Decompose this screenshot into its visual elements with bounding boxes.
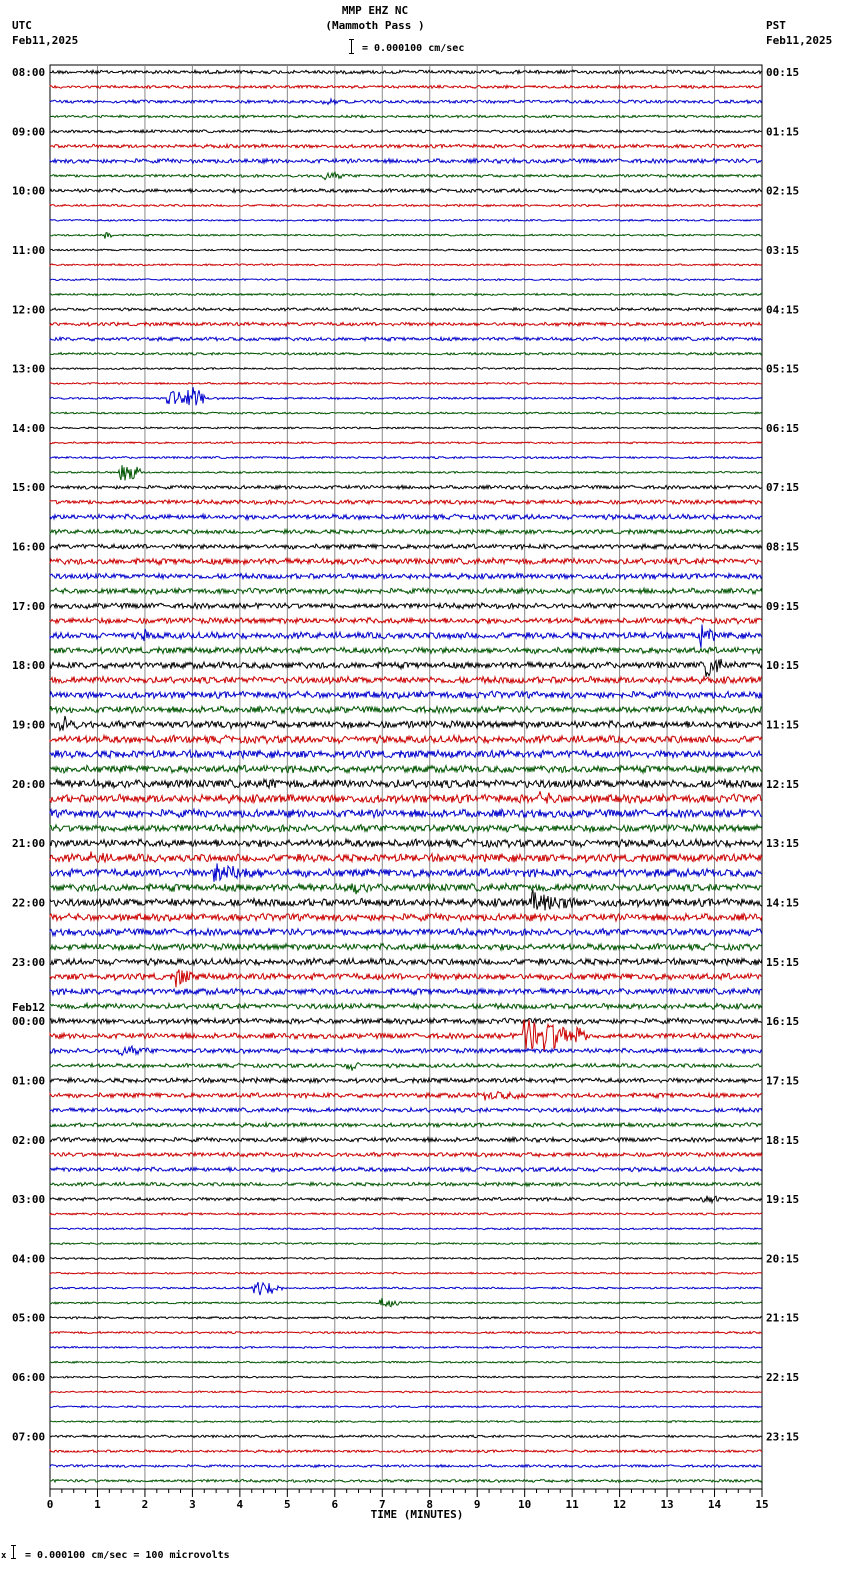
trace-21: [50, 383, 762, 385]
x-tick-label: 6: [331, 1498, 339, 1511]
trace-89: [50, 1391, 762, 1393]
x-tick-label: 2: [141, 1498, 149, 1511]
left-hour-label: 04:00: [12, 1252, 46, 1266]
right-hour-label: 11:15: [766, 718, 800, 732]
right-hour-label: 13:15: [766, 837, 800, 851]
trace-92: [50, 1435, 762, 1438]
trace-73: [50, 1152, 762, 1157]
right-hour-label: 04:15: [766, 303, 800, 317]
trace-83: [50, 1298, 762, 1307]
trace-51: [50, 825, 762, 833]
trace-71: [50, 1123, 762, 1127]
trace-60: [50, 958, 762, 965]
trace-15: [50, 293, 762, 295]
left-date: Feb11,2025: [12, 34, 79, 47]
right-hour-label: 18:15: [766, 1133, 800, 1147]
left-hour-label: 18:00: [12, 659, 46, 673]
trace-69: [50, 1092, 762, 1101]
trace-45: [50, 735, 762, 743]
footer-scale-text: = 0.000100 cm/sec = 100 microvolts: [25, 1550, 230, 1561]
left-hour-label: 16:00: [12, 540, 46, 554]
trace-26: [50, 456, 762, 458]
x-tick-label: 15: [755, 1498, 769, 1511]
x-tick-label: 5: [284, 1498, 291, 1511]
trace-37: [50, 618, 762, 624]
trace-24: [50, 427, 762, 429]
right-hour-label: 17:15: [766, 1074, 800, 1088]
left-hour-label: 17:00: [12, 599, 46, 613]
trace-53: [50, 852, 762, 863]
right-hour-label: 00:15: [766, 66, 800, 79]
trace-72: [50, 1137, 762, 1142]
left-hour-label: 00:00: [12, 1015, 46, 1029]
left-hour-label: 10:00: [12, 184, 46, 198]
trace-47: [50, 765, 762, 773]
trace-34: [50, 573, 762, 579]
x-tick-label: 10: [518, 1498, 532, 1511]
x-tick-label: 9: [473, 1498, 481, 1511]
right-hour-label: 20:15: [766, 1252, 800, 1266]
trace-82: [50, 1282, 762, 1295]
right-hour-label: 16:15: [766, 1015, 800, 1029]
x-tick-label: 12: [612, 1498, 627, 1511]
trace-30: [50, 514, 762, 519]
left-hour-label: 01:00: [12, 1074, 46, 1088]
footer-marker: x: [1, 1551, 7, 1561]
trace-80: [50, 1258, 762, 1260]
left-hour-label: 12:00: [12, 303, 46, 317]
trace-22: [50, 387, 762, 405]
x-tick-label: 3: [189, 1498, 196, 1511]
trace-91: [50, 1421, 762, 1423]
trace-77: [50, 1213, 762, 1215]
left-hour-label: 14:00: [12, 421, 46, 435]
trace-59: [50, 943, 762, 950]
x-tick-label: 4: [236, 1498, 244, 1511]
x-tick-label: 0: [46, 1498, 54, 1511]
right-hour-label: 22:15: [766, 1371, 800, 1385]
left-hour-label: 23:00: [12, 955, 46, 969]
trace-54: [50, 863, 762, 881]
trace-43: [50, 706, 762, 713]
footer-scale-bar-icon: [11, 1545, 17, 1559]
left-hour-label: 05:00: [12, 1311, 46, 1325]
trace-10: [50, 219, 762, 221]
trace-38: [50, 625, 762, 648]
trace-17: [50, 322, 762, 326]
x-tick-label: 14: [707, 1498, 722, 1511]
left-hour-label: 13:00: [12, 362, 46, 376]
trace-52: [50, 839, 762, 847]
right-hour-label: 03:15: [766, 243, 800, 257]
left-hour-label: 19:00: [12, 718, 46, 732]
x-tick-label: 8: [426, 1498, 434, 1511]
trace-62: [50, 988, 762, 995]
trace-42: [50, 691, 762, 698]
trace-31: [50, 530, 762, 535]
left-hour-label: 02:00: [12, 1133, 46, 1147]
trace-11: [50, 233, 762, 239]
right-hour-label: 05:15: [766, 362, 800, 376]
right-hour-label: 07:15: [766, 481, 800, 495]
trace-20: [50, 368, 762, 370]
right-timezone: PST: [766, 19, 786, 32]
right-hour-label: 01:15: [766, 125, 800, 139]
right-hour-label: 14:15: [766, 896, 800, 910]
x-axis-label: TIME (MINUTES): [370, 1508, 464, 1521]
trace-41: [50, 676, 762, 683]
left-timezone: UTC: [12, 19, 32, 32]
trace-13: [50, 264, 762, 266]
trace-40: [50, 659, 762, 677]
trace-3: [50, 115, 762, 118]
right-hour-label: 15:15: [766, 955, 800, 969]
trace-66: [50, 1046, 762, 1055]
trace-4: [50, 130, 762, 133]
trace-56: [50, 891, 762, 911]
left-hour-label: 22:00: [12, 896, 46, 910]
trace-85: [50, 1331, 762, 1333]
trace-78: [50, 1228, 762, 1230]
trace-84: [50, 1317, 762, 1319]
right-hour-label: 09:15: [766, 599, 800, 613]
right-hour-label: 21:15: [766, 1311, 800, 1325]
right-hour-label: 02:15: [766, 184, 800, 198]
x-tick-label: 7: [378, 1498, 386, 1511]
trace-58: [50, 929, 762, 936]
trace-70: [50, 1108, 762, 1113]
left-hour-label: 07:00: [12, 1430, 46, 1444]
trace-35: [50, 588, 762, 594]
trace-74: [50, 1167, 762, 1172]
trace-87: [50, 1361, 762, 1363]
trace-46: [50, 750, 762, 758]
trace-44: [50, 716, 762, 731]
trace-33: [50, 558, 762, 565]
left-hour-label: 15:00: [12, 481, 46, 495]
right-hour-label: 19:15: [766, 1193, 800, 1207]
trace-18: [50, 337, 762, 341]
trace-7: [50, 172, 762, 179]
right-hour-label: 08:15: [766, 540, 800, 554]
trace-6: [50, 159, 762, 164]
trace-23: [50, 412, 762, 414]
right-hour-label: 23:15: [766, 1430, 800, 1444]
right-hour-label: 10:15: [766, 659, 800, 673]
trace-39: [50, 647, 762, 654]
left-date-label: Feb12: [12, 1001, 46, 1015]
trace-0: [50, 70, 762, 74]
trace-36: [50, 603, 762, 609]
trace-25: [50, 442, 762, 444]
left-hour-label: 06:00: [12, 1371, 46, 1385]
right-hour-label: 12:15: [766, 777, 800, 791]
x-tick-label: 1: [94, 1498, 101, 1511]
trace-29: [50, 500, 762, 505]
left-hour-label: 20:00: [12, 777, 46, 791]
trace-9: [50, 204, 762, 206]
trace-50: [50, 809, 762, 817]
trace-61: [50, 970, 762, 988]
trace-48: [50, 779, 762, 788]
trace-68: [50, 1078, 762, 1083]
trace-12: [50, 249, 762, 251]
station-title: MMP EHZ NC: [341, 4, 409, 17]
trace-28: [50, 485, 762, 489]
right-hour-label: 06:15: [766, 421, 800, 435]
trace-8: [50, 189, 762, 193]
trace-63: [50, 1003, 762, 1009]
trace-16: [50, 308, 762, 311]
trace-64: [50, 1018, 762, 1024]
trace-14: [50, 279, 762, 281]
left-hour-label: 11:00: [12, 243, 46, 257]
trace-94: [50, 1465, 762, 1468]
trace-57: [50, 913, 762, 921]
trace-75: [50, 1182, 762, 1186]
left-hour-label: 03:00: [12, 1193, 46, 1207]
trace-1: [50, 85, 762, 88]
trace-67: [50, 1063, 762, 1071]
trace-81: [50, 1272, 762, 1274]
scale-text: = 0.000100 cm/sec: [362, 43, 465, 54]
trace-93: [50, 1450, 762, 1453]
trace-55: [50, 884, 762, 895]
x-tick-label: 13: [660, 1498, 674, 1511]
trace-79: [50, 1243, 762, 1245]
trace-5: [50, 144, 762, 148]
trace-88: [50, 1376, 762, 1378]
trace-90: [50, 1406, 762, 1408]
scale-bar-icon: [349, 39, 355, 54]
left-hour-label: 21:00: [12, 837, 46, 851]
trace-27: [50, 465, 762, 480]
trace-95: [50, 1479, 762, 1482]
right-date: Feb11,2025: [766, 34, 833, 47]
station-location: (Mammoth Pass ): [325, 19, 425, 32]
x-tick-label: 11: [565, 1498, 579, 1511]
trace-86: [50, 1346, 762, 1348]
left-hour-label: 09:00: [12, 125, 46, 139]
trace-2: [50, 99, 762, 104]
trace-19: [50, 352, 762, 355]
left-hour-label: 08:00: [12, 66, 46, 79]
trace-32: [50, 544, 762, 549]
trace-49: [50, 791, 762, 803]
trace-76: [50, 1196, 762, 1203]
